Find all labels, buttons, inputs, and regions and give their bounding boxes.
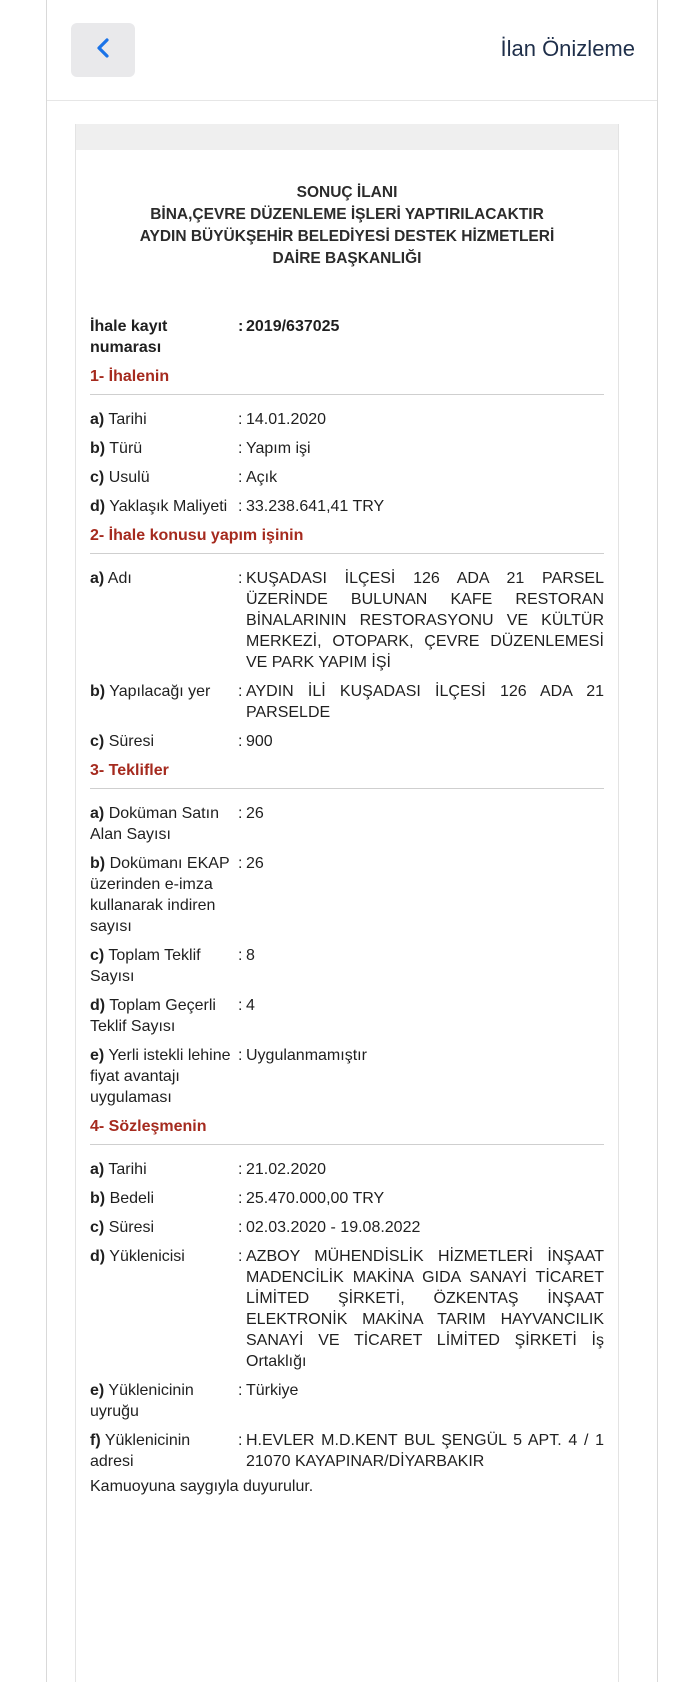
field-value: 2019/637025 [246,318,340,335]
field-value: Türkiye [246,1382,299,1399]
field-row: c) Süresi : 900 [90,731,604,752]
title-line: SONUÇ İLANI [296,184,398,201]
section-rows [90,409,604,517]
top-bar [47,0,657,101]
field-row: a) Doküman Satın Alan Sayısı : 26 [90,803,604,845]
field-value: 8 [246,947,255,964]
field-key: d) [90,1248,106,1265]
field-label: İhale kayıt numarası [90,318,168,356]
field-row: b) Türü : Yapım işi [90,438,604,459]
section-heading: 4- Sözleşmenin [90,1116,604,1145]
field-value: 02.03.2020 - 19.08.2022 [246,1219,421,1236]
field-value: 4 [246,997,255,1014]
field-label-text: Dokümanı EKAP üzerinden e-imza kullanarak indiren sayısı [90,855,230,935]
field-row: a) Tarihi : 21.02.2020 [90,1159,604,1180]
section-rows [90,1159,604,1472]
section-heading: 1- İhalenin [90,366,604,395]
field-row: c) Usulü : Açık [90,467,604,488]
section-heading: 2- İhale konusu yapım işinin [90,525,604,554]
field-label [90,1045,238,1108]
field-key: a) [90,570,105,587]
field-row: b) Bedeli : 25.470.000,00 TRY [90,1188,604,1209]
field-label-text: Süresi [108,1219,155,1236]
app-frame [46,0,658,1682]
field-label [90,568,238,673]
field-label [90,853,238,937]
field-key: e) [90,1382,105,1399]
closing-text: Kamuoyuna saygıyla duyurulur. [90,1478,314,1495]
field-value: KUŞADASI İLÇESİ 126 ADA 21 PARSEL ÜZERİNDE BULUNAN KAFE RESTORAN BİNALARININ RESTORASYONU VE KÜLTÜR MERKEZİ, OTOPARK, ÇEVRE DÜZENLEMESİ VE PARK YAPIM İŞİ [246,570,604,671]
field-value: Açık [246,469,278,486]
field-key: d) [90,498,106,515]
field-label-text: Doküman Satın Alan Sayısı [90,805,219,843]
field-label [90,496,238,517]
field-value: 25.470.000,00 TRY [246,1190,385,1207]
field-value: 26 [246,855,264,872]
field-label-text: Usulü [108,469,150,486]
field-row: c) Toplam Teklif Sayısı : 8 [90,945,604,987]
field-label-text: Bedeli [109,1190,155,1207]
registration-number-row: İhale kayıt numarası : 2019/637025 [90,316,604,358]
field-value: 33.238.641,41 TRY [246,498,385,515]
field-label-text: Yapılacağı yer [109,683,211,700]
chevron-left-icon [95,37,111,64]
field-label [90,803,238,845]
field-label [90,467,238,488]
field-row: a) Tarihi : 14.01.2020 [90,409,604,430]
field-key: b) [90,440,106,457]
field-label-text: Türü [109,440,143,457]
field-label-text: Adı [107,570,132,587]
field-key: c) [90,733,105,750]
field-value: 26 [246,805,264,822]
field-value: 21.02.2020 [246,1161,327,1178]
field-key: b) [90,683,106,700]
field-value: 900 [246,733,273,750]
field-label [90,1246,238,1372]
field-key: b) [90,855,106,872]
field-label [90,1159,238,1180]
field-label-text: Toplam Geçerli Teklif Sayısı [90,997,216,1035]
field-value: Uygulanmamıştır [246,1047,367,1064]
field-label-text: Tarihi [108,411,147,428]
field-label [90,1188,238,1209]
field-key: b) [90,1190,106,1207]
field-key: c) [90,469,105,486]
sections [90,366,604,1472]
field-key: a) [90,805,105,822]
field-key: c) [90,947,105,964]
field-label [90,1430,238,1472]
field-value: AZBOY MÜHENDİSLİK HİZMETLERİ İNŞAAT MADENCİLİK MAKİNA GIDA SANAYİ TİCARET LİMİTED ŞİRKETİ, ÖZKENTAŞ İNŞAAT ELEKTRONİK MAKİNA TARIM HAYVANCILIK SANAYİ VE TİCARET LİMİTED ŞİRKETİ İş Ortaklığı [246,1248,604,1370]
announcement-document [75,124,619,1682]
field-row: a) Adı : KUŞADASI İLÇESİ 126 ADA 21 PARSEL ÜZERİNDE BULUNAN KAFE RESTORAN BİNALARININ RESTORASYONU VE KÜLTÜR MERKEZİ, OTOPARK, ÇEVRE DÜZENLEMESİ VE PARK YAPIM İŞİ [90,570,604,671]
field-label-text: Yüklenicinin adresi [90,1432,191,1470]
field-value: H.EVLER M.D.KENT BUL ŞENGÜL 5 APT. 4 / 1 21070 KAYAPINAR/DİYARBAKIR [246,1432,604,1470]
title-line: DAİRE BAŞKANLIĞI [272,250,422,267]
field-value: 14.01.2020 [246,411,327,428]
field-label [90,995,238,1037]
field-row: d) Yaklaşık Maliyeti : 33.238.641,41 TRY [90,496,604,517]
field-key: d) [90,997,106,1014]
field-row: e) Yerli istekli lehine fiyat avantajı uygulaması : Uygulanmamıştır [90,1045,604,1108]
field-label-text: Tarihi [108,1161,147,1178]
section-rows [90,803,604,1108]
field-row: c) Süresi : 02.03.2020 - 19.08.2022 [90,1217,604,1238]
field-value: Yapım işi [246,440,311,457]
field-row: d) Toplam Geçerli Teklif Sayısı : 4 [90,995,604,1037]
field-label [90,438,238,459]
document-top-bar [76,124,618,150]
field-label-text: Yüklenicinin uyruğu [90,1382,194,1420]
title-line: AYDIN BÜYÜKŞEHİR BELEDİYESİ DESTEK HİZMETLERİ [139,228,555,245]
field-key: a) [90,1161,105,1178]
field-key: a) [90,411,105,428]
field-label [90,1380,238,1422]
field-label-text: Yüklenicisi [109,1248,185,1265]
field-row: d) Yüklenicisi : AZBOY MÜHENDİSLİK HİZMETLERİ İNŞAAT MADENCİLİK MAKİNA GIDA SANAYİ TİCARET LİMİTED ŞİRKETİ, ÖZKENTAŞ İNŞAAT ELEKTRONİK MAKİNA TARIM HAYVANCILIK SANAYİ VE TİCARET LİMİTED ŞİRKETİ İş Ortaklığı [90,1248,604,1370]
field-row: b) Dokümanı EKAP üzerinden e-imza kullanarak indiren sayısı : 26 [90,853,604,937]
field-label [90,681,238,723]
field-key: f) [90,1432,101,1449]
page-title: İlan Önizleme [500,36,635,61]
announcement-title [76,182,618,270]
field-key: e) [90,1047,105,1064]
section-rows [90,568,604,752]
field-row: e) Yüklenicinin uyruğu : Türkiye [90,1380,604,1422]
field-label-text: Yaklaşık Maliyeti [109,498,228,515]
field-label [90,945,238,987]
field-label-text: Yerli istekli lehine fiyat avantajı uygulaması [90,1047,231,1106]
field-label [90,731,238,752]
announcement-content [76,316,618,1497]
field-label [90,409,238,430]
field-value: AYDIN İLİ KUŞADASI İLÇESİ 126 ADA 21 PARSELDE [246,683,604,721]
title-line: BİNA,ÇEVRE DÜZENLEME İŞLERİ YAPTIRILACAKTIR [150,206,544,223]
field-label-text: Toplam Teklif Sayısı [90,947,201,985]
field-row: f) Yüklenicinin adresi : H.EVLER M.D.KENT BUL ŞENGÜL 5 APT. 4 / 1 21070 KAYAPINAR/DİYARBAKIR [90,1432,604,1470]
section-heading: 3- Teklifler [90,760,604,789]
back-button[interactable] [71,23,135,77]
field-row: b) Yapılacağı yer : AYDIN İLİ KUŞADASI İLÇESİ 126 ADA 21 PARSELDE [90,683,604,721]
field-label-text: Süresi [108,733,155,750]
field-key: c) [90,1219,105,1236]
field-label [90,1217,238,1238]
